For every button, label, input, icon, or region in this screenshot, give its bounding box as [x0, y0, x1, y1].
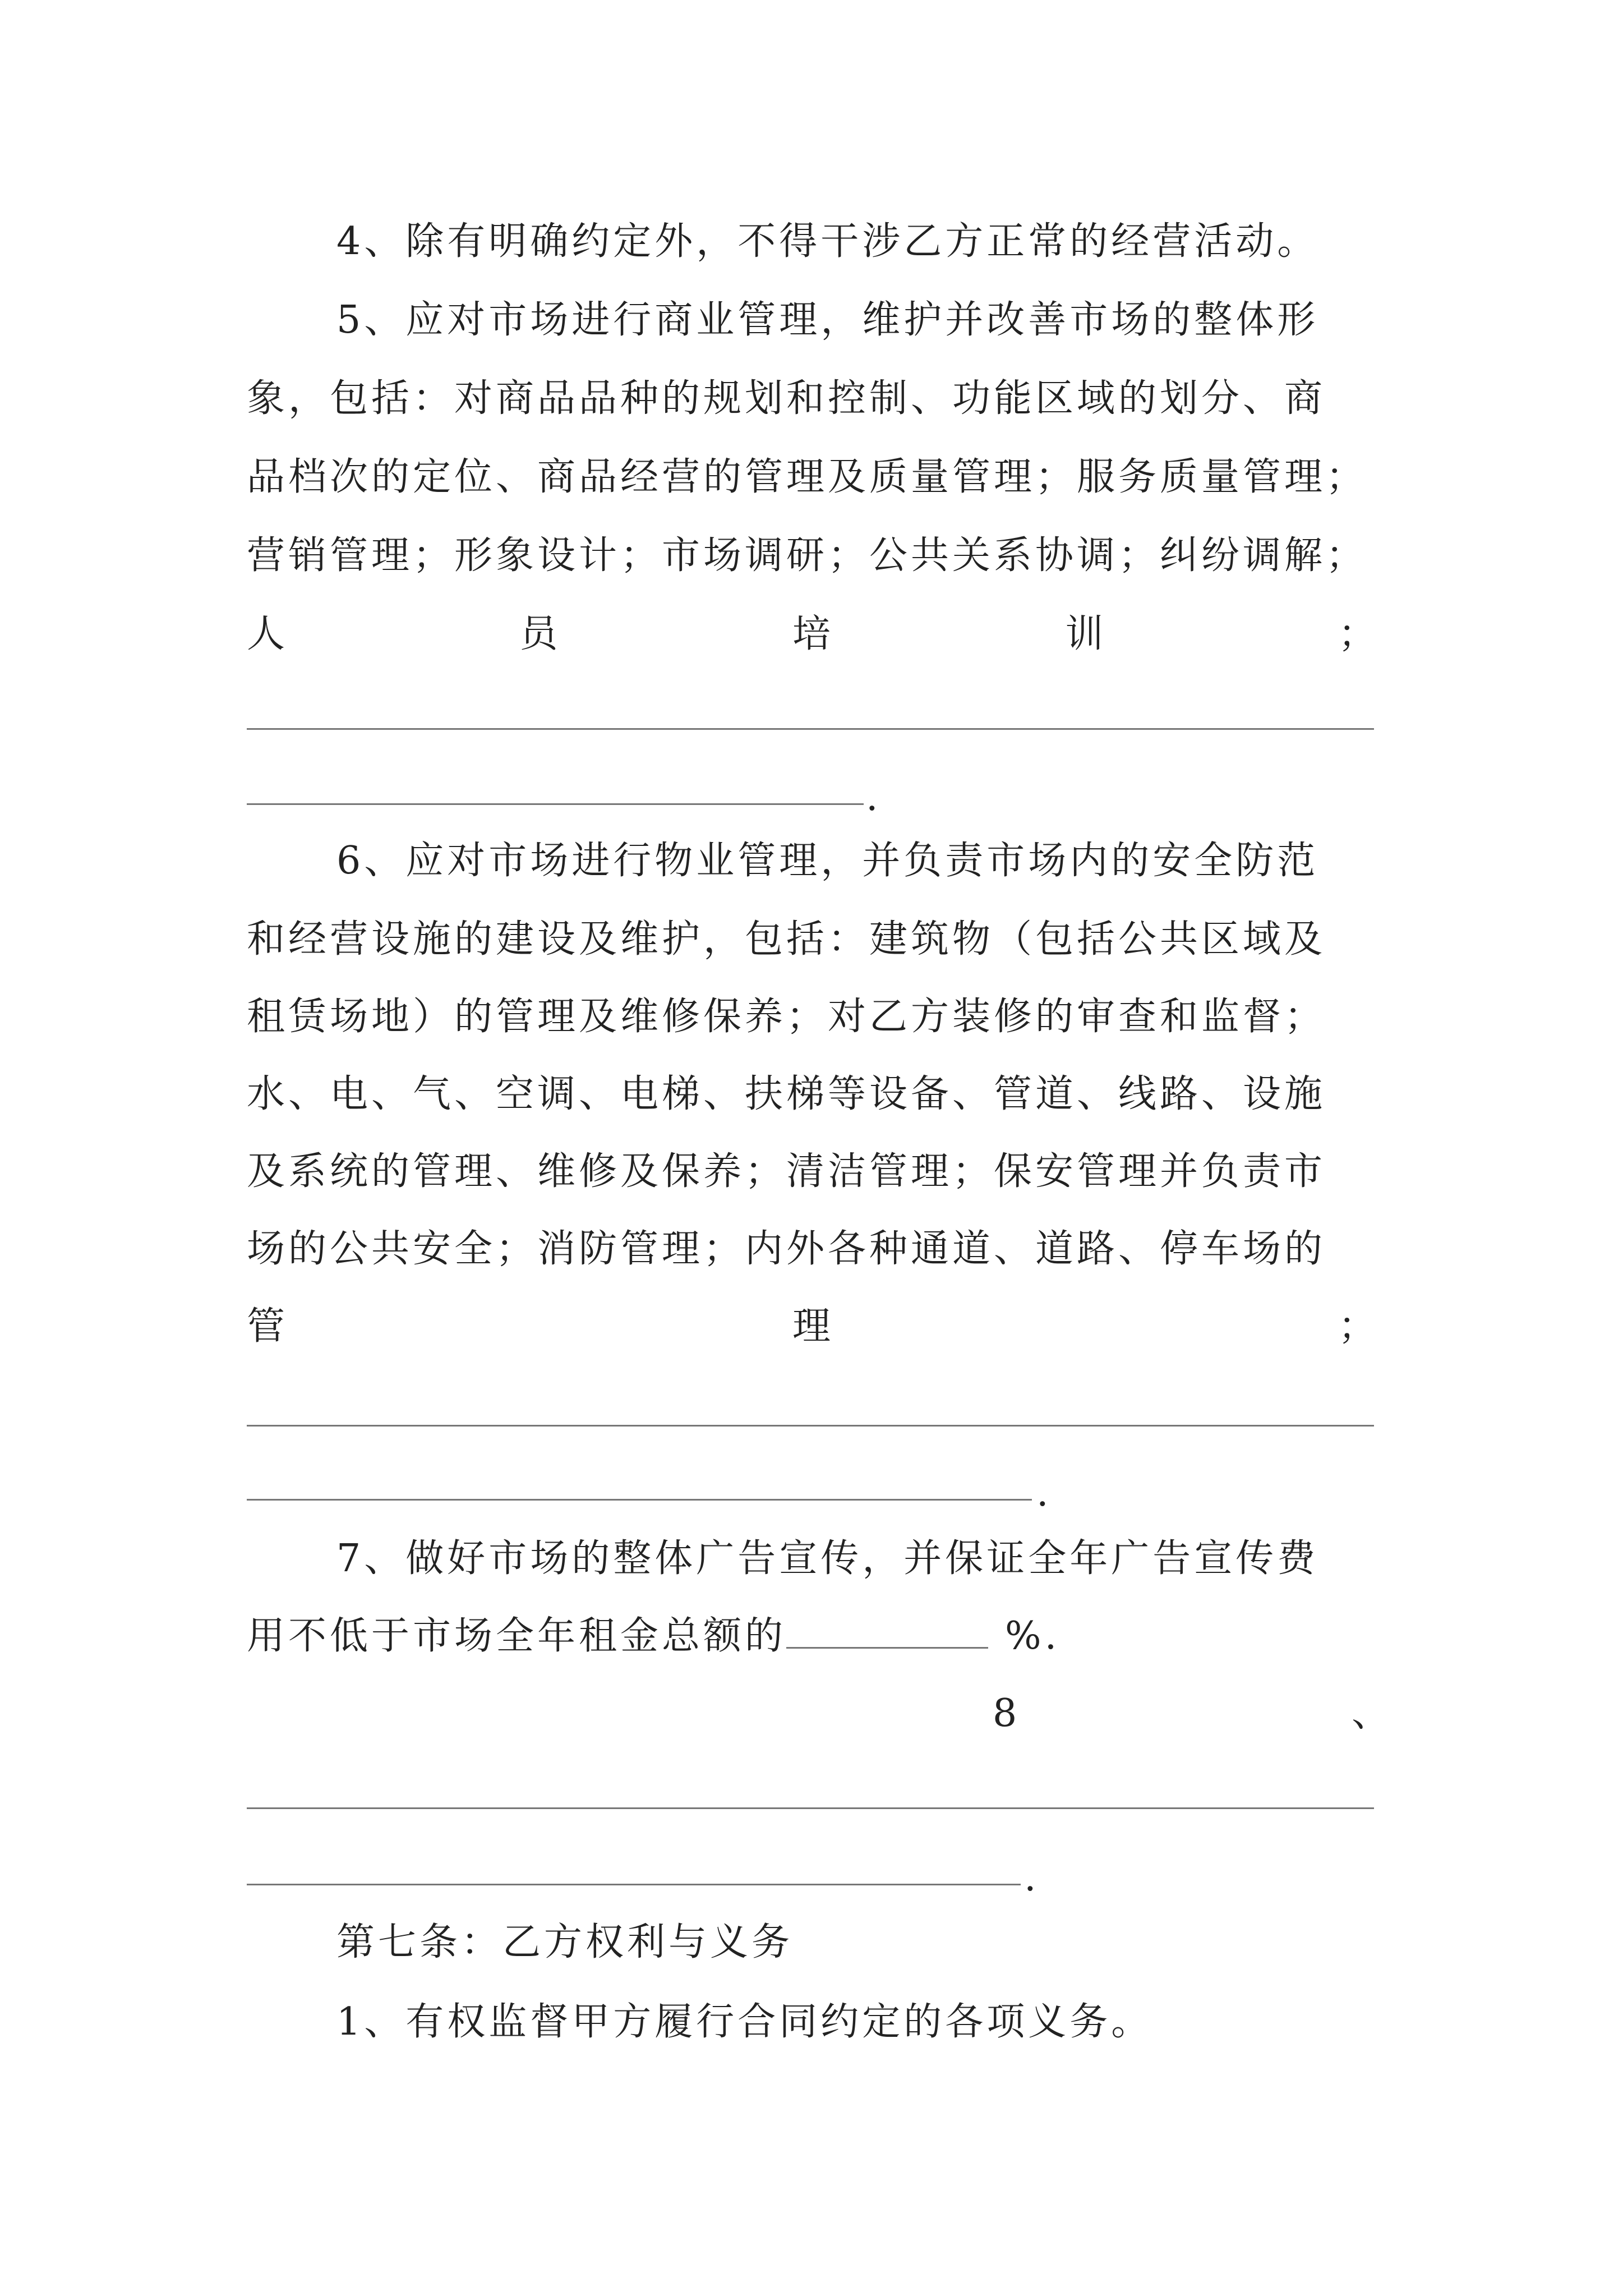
- clause-5-line-2: 象，包括：对商品品种的规划和控制、功能区域的划分、商: [247, 376, 1326, 421]
- clause-6-line-1: 6、应对市场进行物业管理，并负责市场内的安全防范: [336, 839, 1319, 883]
- clause-7-line-2: [247, 1605, 1380, 1667]
- clause-6-end-period: .: [1036, 1471, 1049, 1515]
- clause-6-line-3: 租赁场地）的管理及维修保养；对乙方装修的审查和监督；: [247, 995, 1326, 1039]
- clause-7-percent: %.: [1005, 1614, 1061, 1658]
- clause-5-line-1: 5、应对市场进行商业管理，维护并改善市场的整体形: [336, 298, 1319, 342]
- clause-7-line-1: 7、做好市场的整体广告宣传，并保证全年广告宣传费: [336, 1536, 1319, 1581]
- clause-6-line-5: 及系统的管理、维修及保养；清洁管理；保安管理并负责市: [247, 1149, 1326, 1194]
- clause-5-word-3: 培: [792, 612, 834, 656]
- percentage-blank-field: [786, 1612, 988, 1649]
- clause-6-semicolon: ；: [1338, 1304, 1380, 1349]
- clause-8-mark: 、: [1352, 1691, 1390, 1736]
- blank-fill-line: [247, 1499, 1032, 1501]
- clause-5-word-1: 人: [247, 612, 289, 656]
- clause-7-text: 用不低于市场全年租金总额的: [247, 1614, 787, 1658]
- clause-5-line-3: 品档次的定位、商品经营的管理及质量管理；服务质量管理；: [247, 455, 1368, 499]
- blank-fill-line: [247, 803, 864, 805]
- clause-6-line-4: 水、电、气、空调、电梯、扶梯等设备、管道、线路、设施: [247, 1072, 1326, 1116]
- clause-6-line-7: [247, 1296, 1380, 1358]
- clause-5-line-4: 营销管理；形象设计；市场调研；公共关系协调；纠纷调解；: [247, 533, 1368, 578]
- clause-6-line-2: 和经营设施的建设及维护，包括：建筑物（包括公共区域及: [247, 917, 1326, 961]
- blank-fill-line: [247, 1425, 1374, 1427]
- clause-6-line-6: 场的公共安全；消防管理；内外各种通道、道路、停车场的: [247, 1227, 1326, 1271]
- clause-5-line-5: [247, 604, 1380, 665]
- clause-5-word-4: 训: [1065, 612, 1107, 656]
- article-7-item-1: 1、有权监督甲方履行合同约定的各项义务。: [336, 2000, 1153, 2044]
- blank-fill-line: [247, 1807, 1374, 1809]
- clause-8-end-period: .: [1024, 1856, 1036, 1900]
- blank-fill-line: [247, 728, 1374, 730]
- article-7-heading: 第七条：乙方权利与义务: [336, 1920, 794, 1964]
- clause-8-number: 8: [993, 1691, 1017, 1736]
- clause-5-semicolon: ；: [1338, 612, 1380, 656]
- clause-5-word-2: 员: [519, 612, 561, 656]
- clause-4: 4、除有明确约定外，不得干涉乙方正常的经营活动。: [336, 219, 1319, 264]
- clause-5-end-period: .: [866, 775, 878, 820]
- clause-6-word-2: 理: [792, 1304, 834, 1349]
- blank-fill-line: [247, 1884, 1021, 1885]
- clause-6-word-1: 管: [247, 1304, 289, 1349]
